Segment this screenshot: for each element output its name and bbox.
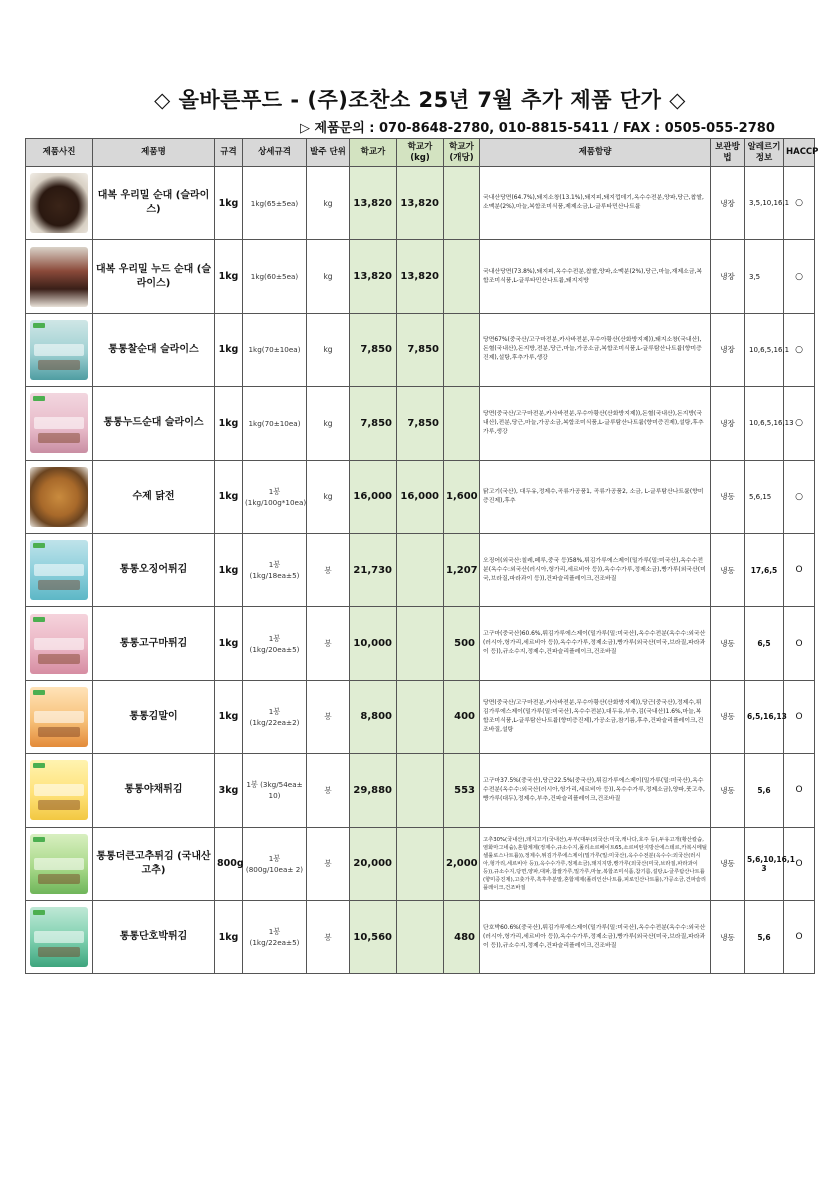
vegetable-fry-package (30, 760, 88, 820)
table-row (26, 460, 815, 533)
school-price: 29,880 (350, 754, 397, 827)
haccp-mark: O (784, 680, 815, 753)
ingredients: 고구마(중국산)60.6%,튀김가루에스제이(밀가루(밀:미국산),옥수수전분(옥수수:외국산(러시아,헝가리,세르비아 등)),옥수수가루,정제소금),빵가루(외국산(미국,브라질,파라과이 등)),규소수지,정제수,건파슬리플레이크,건조바질 (480, 607, 711, 680)
table-row (26, 900, 815, 973)
ingredients: 오징어(외국산:칠레,페루,중국 등)58%,튀김가루에스제이(밀가루(밀:미국산),옥수수전분(옥수수:외국산(러시아,헝가리,세르비아 등)),옥수수가루,정제소금),빵가루(외국산(미국,브라질,파라과이 등)),건파슬리플레이크,건조바질 (480, 533, 711, 606)
haccp-mark: ○ (784, 387, 815, 460)
page-title: ◇ 올바른푸드 - (주)조찬소 25년 7월 추가 제품 단가 ◇ (154, 88, 686, 112)
table-row (26, 827, 815, 900)
ingredients: 당면(중국산/고구마전분,카사바전분,무수아황산(산화방지제)),돈혈(국내산),돈지방(국내산),전분,당근,마늘,가공소금,복합조미식품,L-글루탐산나트륨(향미증진제),설탕,후추가루,생강 (480, 387, 711, 460)
sundae-nude-photo (30, 247, 88, 307)
product-name: 통통찰순대 슬라이스 (93, 313, 215, 386)
product-spec: 3kg (215, 754, 243, 827)
order-unit: 봉 (307, 533, 350, 606)
school-price-each: 1,207 (444, 533, 480, 606)
product-detail: 1kg(70±10ea) (243, 313, 307, 386)
order-unit: kg (307, 240, 350, 313)
header-haccp: HACCP (784, 139, 815, 167)
product-detail: 1봉 (1kg/22ea±2) (243, 680, 307, 753)
pepper-fry-package (30, 834, 88, 894)
school-price: 16,000 (350, 460, 397, 533)
storage-method: 냉동 (711, 533, 745, 606)
school-price-each (444, 387, 480, 460)
school-price-kg: 7,850 (397, 387, 444, 460)
haccp-mark: ○ (784, 313, 815, 386)
product-photo (26, 754, 93, 827)
price-table (25, 138, 819, 974)
header-ingredients: 제품함량 (480, 139, 711, 167)
allergy-info: 6,5 (745, 607, 784, 680)
product-name: 통통김말이 (93, 680, 215, 753)
order-unit: kg (307, 387, 350, 460)
ingredients: 고구마37.5%(중국산),당근22.5%(중국산),튀김가루에스제이(밀가루(밀:미국산),옥수수전분(옥수수:외국산(러시아,헝가리,세르비아 등)),옥수수가루,정제소금),양파,풋고추,빵가루(대두),정제수,부추,건파슬리플레이크,건조바질 (480, 754, 711, 827)
order-unit: kg (307, 313, 350, 386)
product-photo (26, 827, 93, 900)
header-name: 제품명 (93, 139, 215, 167)
product-detail: 1kg(60±5ea) (243, 240, 307, 313)
school-price-kg (397, 900, 444, 973)
table-row (26, 387, 815, 460)
product-spec: 1kg (215, 240, 243, 313)
school-price: 7,850 (350, 313, 397, 386)
product-name: 통통오징어튀김 (93, 533, 215, 606)
school-price-kg (397, 607, 444, 680)
product-spec: 800g (215, 827, 243, 900)
header-detail: 상세규격 (243, 139, 307, 167)
school-price: 7,850 (350, 387, 397, 460)
ingredients: 닭고기(국산), 대두유,정제수,곡류가공품1, 곡류가공품2, 소금, L-글루탐산나트륨(향미증진제),후추 (480, 460, 711, 533)
header-allergy: 알레르기 정보 (745, 139, 784, 167)
chicken-jeon-photo (30, 467, 88, 527)
tongtong-nude-sundae-package (30, 393, 88, 453)
product-spec: 1kg (215, 607, 243, 680)
product-name: 통통단호박튀김 (93, 900, 215, 973)
product-photo (26, 167, 93, 240)
header-price-kg: 학교가(kg) (397, 139, 444, 167)
ingredients: 고추30%(국내산),돼지고기(국내산),두부(대두(외국산:미국,캐나다,호주 등),두유고개(황산칼슘,염화마그네슘),혼합제제(정제수,규소수지,폴리소르베이트65,소르비탄지방산에스테르,카복시메틸셀룰로스나트륨)),정제수,튀김가루에스제이(밀가루(밀:미국산),옥수수전분(옥수수:외국산(러시아,헝가리,세르비아 등)),옥수수가루,정제소금),돼지지방,빵가루(외국산(미국,브라질,파라과이 등)),규소수지,당면,양파,대파,찹쌀가루,밀가루,마늘,복합조미식품,참기름,설탕,L-글루탐산나트륨(향미증진제),고춧가루,흑후추분말,혼합제제(폴리인산나트륨,피로인산나트륨),가공소금,건파슬리플레이크,건조바질 (480, 827, 711, 900)
product-spec: 1kg (215, 900, 243, 973)
product-name: 대복 우리밀 누드 순대 (슬라이스) (93, 240, 215, 313)
school-price: 13,820 (350, 240, 397, 313)
storage-method: 냉장 (711, 240, 745, 313)
order-unit: 봉 (307, 607, 350, 680)
haccp-mark: O (784, 754, 815, 827)
school-price-kg (397, 533, 444, 606)
school-price-kg: 13,820 (397, 167, 444, 240)
haccp-mark: ○ (784, 167, 815, 240)
storage-method: 냉장 (711, 387, 745, 460)
tongtong-sundae-package (30, 320, 88, 380)
haccp-mark: O (784, 827, 815, 900)
school-price-kg (397, 827, 444, 900)
table-row (26, 313, 815, 386)
product-detail: 1봉 (1kg/100g*10ea) (243, 460, 307, 533)
school-price: 20,000 (350, 827, 397, 900)
header-spec: 규격 (215, 139, 243, 167)
table-row (26, 533, 815, 606)
header-unit: 발주 단위 (307, 139, 350, 167)
product-photo (26, 460, 93, 533)
header-price-each: 학교가 (개당) (444, 139, 480, 167)
product-spec: 1kg (215, 680, 243, 753)
haccp-mark: O (784, 900, 815, 973)
sundae-slices-photo (30, 173, 88, 233)
allergy-info: 6,5,16,13 (745, 680, 784, 753)
school-price: 21,730 (350, 533, 397, 606)
allergy-info: 10,6,5,16,13 (745, 387, 784, 460)
product-detail: 1kg(70±10ea) (243, 387, 307, 460)
product-photo (26, 313, 93, 386)
pumpkin-fry-package (30, 907, 88, 967)
product-photo (26, 533, 93, 606)
storage-method: 냉동 (711, 460, 745, 533)
product-detail: 1봉 (800g/10ea± 2) (243, 827, 307, 900)
product-photo (26, 607, 93, 680)
allergy-info: 5,6,10,16,1 3 (745, 827, 784, 900)
ingredients: 당면67%(중국산/고구마전분,카사바전분,무수아황산(산화방지제)),돼지소창(국내산),돈혈(국내산),돈지방,전분,당근,마늘,가공소금,복합조미식품,L-글루탐산나트륨(향미증진제),설탕,후추가루,생강 (480, 313, 711, 386)
allergy-info: 5,6 (745, 900, 784, 973)
school-price-each: 500 (444, 607, 480, 680)
header-price: 학교가 (350, 139, 397, 167)
storage-method: 냉동 (711, 607, 745, 680)
ingredients: 단호박60.6%(중국산),튀김가루에스제이(밀가루(밀:미국산),옥수수전분(옥수수:외국산(러시아,헝가리,세르비아 등)),옥수수가루,정제소금),빵가루(외국산(미국,브라질,파라과이 등)),규소수지,정제수,건파슬리플레이크,건조바질 (480, 900, 711, 973)
school-price-kg (397, 680, 444, 753)
product-detail: 1kg(65±5ea) (243, 167, 307, 240)
header-storage: 보관방법 (711, 139, 745, 167)
storage-method: 냉동 (711, 754, 745, 827)
product-spec: 1kg (215, 167, 243, 240)
product-spec: 1kg (215, 387, 243, 460)
product-name: 수제 닭전 (93, 460, 215, 533)
haccp-mark: ○ (784, 240, 815, 313)
order-unit: 봉 (307, 827, 350, 900)
storage-method: 냉동 (711, 900, 745, 973)
order-unit: 봉 (307, 754, 350, 827)
school-price-each (444, 167, 480, 240)
product-photo (26, 387, 93, 460)
allergy-info: 17,6,5 (745, 533, 784, 606)
product-name: 통통야채튀김 (93, 754, 215, 827)
table-row (26, 754, 815, 827)
haccp-mark: O (784, 533, 815, 606)
school-price-kg: 16,000 (397, 460, 444, 533)
table-row (26, 607, 815, 680)
storage-method: 냉장 (711, 167, 745, 240)
product-name: 통통누드순대 슬라이스 (93, 387, 215, 460)
table-row (26, 240, 815, 313)
storage-method: 냉장 (711, 313, 745, 386)
order-unit: kg (307, 460, 350, 533)
product-photo (26, 240, 93, 313)
order-unit: 봉 (307, 680, 350, 753)
school-price-each: 553 (444, 754, 480, 827)
haccp-mark: ○ (784, 460, 815, 533)
allergy-info: 5,6 (745, 754, 784, 827)
table-header-row (26, 139, 815, 167)
school-price-each: 480 (444, 900, 480, 973)
squid-fry-package (30, 540, 88, 600)
product-name: 통통고구마튀김 (93, 607, 215, 680)
product-detail: 1봉 (1kg/20ea±5) (243, 607, 307, 680)
allergy-info: 3,5 (745, 240, 784, 313)
product-spec: 1kg (215, 313, 243, 386)
product-detail: 1봉 (3kg/54ea± 10) (243, 754, 307, 827)
sweet-potato-fry-package (30, 614, 88, 674)
school-price-kg (397, 754, 444, 827)
allergy-info: 5,6,15 (745, 460, 784, 533)
school-price: 10,560 (350, 900, 397, 973)
school-price-each: 1,600 (444, 460, 480, 533)
allergy-info: 10,6,5,16,1 (745, 313, 784, 386)
table-row (26, 167, 815, 240)
product-spec: 1kg (215, 533, 243, 606)
table-row (26, 680, 815, 753)
ingredients: 당면(중국산/고구마전분,카사바전분,무수아황산(산화방지제)),당근(중국산),정제수,튀김가루에스제이(밀가루(밀:미국산),옥수수전분),대두유,부추,김(국내산)1.6%,마늘,복합조미식품,L-글루탐산나트륨(향미증진제),가공소금,참기름,후추,건파슬리플레이크,건조바질,설탕 (480, 680, 711, 753)
order-unit: kg (307, 167, 350, 240)
order-unit: 봉 (307, 900, 350, 973)
product-name: 대복 우리밀 순대 (슬라이스) (93, 167, 215, 240)
header-photo: 제품사진 (26, 139, 93, 167)
allergy-info: 3,5,10,16,1 (745, 167, 784, 240)
school-price: 13,820 (350, 167, 397, 240)
product-detail: 1봉 (1kg/18ea±5) (243, 533, 307, 606)
product-photo (26, 680, 93, 753)
product-photo (26, 900, 93, 973)
school-price: 10,000 (350, 607, 397, 680)
product-spec: 1kg (215, 460, 243, 533)
gimmari-package (30, 687, 88, 747)
school-price-each: 2,000 (444, 827, 480, 900)
ingredients: 국내산당면(73.8%),돼지피,옥수수전분,찹쌀,양파,소맥분(2%),당근,마늘,재제소금,복합조미식품,L-글루타민산나트륨,돼지지방 (480, 240, 711, 313)
school-price-kg: 7,850 (397, 313, 444, 386)
school-price-each: 400 (444, 680, 480, 753)
haccp-mark: O (784, 607, 815, 680)
product-name: 통통더큰고추튀김 (국내산고추) (93, 827, 215, 900)
storage-method: 냉동 (711, 680, 745, 753)
storage-method: 냉동 (711, 827, 745, 900)
school-price-kg: 13,820 (397, 240, 444, 313)
contact-info: ▷ 제품문의 : 070-8648-2780, 010-8815-5411 / FAX : 0505-055-2780 (300, 121, 775, 136)
product-detail: 1봉 (1kg/22ea±5) (243, 900, 307, 973)
school-price: 8,800 (350, 680, 397, 753)
ingredients: 국내산당면(64.7%),돼지소창(13.1%),돼지피,돼지껍데기,옥수수전분,양파,당근,찹쌀,소맥분(2%),마늘,복합조미식품,제제소금,L-글루타민산나트륨 (480, 167, 711, 240)
school-price-each (444, 313, 480, 386)
school-price-each (444, 240, 480, 313)
